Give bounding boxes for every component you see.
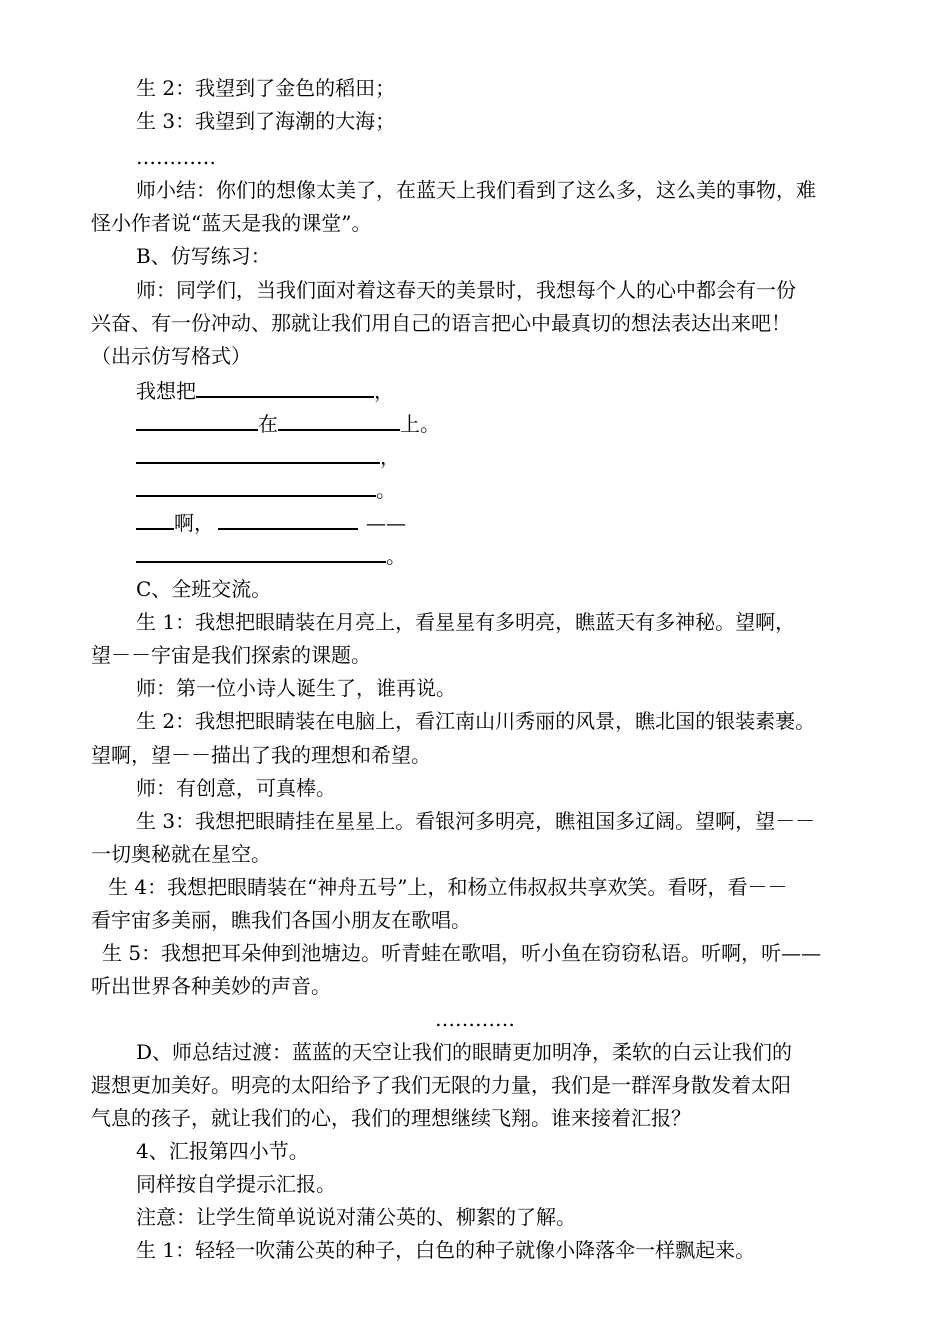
template-text: 上。: [400, 412, 440, 436]
template-text: ——: [366, 511, 406, 535]
fill-blank: [278, 411, 400, 431]
paragraph-line: 生 1：轻轻一吹蒲公英的种子，白色的种子就像小降落伞一样飘起来。: [136, 1238, 756, 1262]
section-heading: 4、汇报第四小节。: [136, 1139, 309, 1163]
template-line-6: [136, 543, 406, 568]
paragraph-line: 生 3：我想把眼睛挂在星星上。看银河多明亮，瞧祖国多辽阔。望啊，望－－: [136, 809, 816, 833]
paragraph-line: 生 5：我想把耳朵伸到池塘边。听青蛙在歌唱，听小鱼在窃窃私语。听啊，听——: [102, 941, 822, 965]
paragraph-line: 遐想更加美好。明亮的太阳给予了我们无限的力量，我们是一群浑身散发着太阳: [91, 1073, 791, 1097]
template-text: 。: [386, 544, 406, 568]
template-text: 。: [376, 478, 396, 502]
section-heading: C、全班交流。: [136, 577, 272, 601]
fill-blank: [136, 543, 386, 563]
ellipsis-line: …………: [435, 1007, 515, 1031]
template-line-3: [136, 444, 400, 469]
fill-blank: [218, 510, 358, 530]
paragraph-line: 怪小作者说“蓝天是我的课堂”。: [91, 211, 372, 235]
paragraph-line: 兴奋、有一份冲动、那就让我们用自己的语言把心中最真切的想法表达出来吧！: [91, 311, 791, 335]
paragraph-line: D、师总结过渡：蓝蓝的天空让我们的眼睛更加明净，柔软的白云让我们的: [136, 1040, 793, 1064]
template-text: 在: [258, 412, 278, 436]
paragraph-line: 气息的孩子，就让我们的心，我们的理想继续飞翔。谁来接着汇报？: [91, 1106, 691, 1130]
paragraph-line: 师小结：你们的想像太美了，在蓝天上我们看到了这么多，这么美的事物，难: [136, 178, 816, 202]
paragraph-line: 生 2：我想把眼睛装在电脑上，看江南山川秀丽的风景，瞧北国的银装素裹。: [136, 709, 816, 733]
paragraph-line: 听出世界各种美妙的声音。: [91, 974, 331, 998]
paragraph-line: 望－－宇宙是我们探索的课题。: [91, 643, 371, 667]
paragraph-line: （出示仿写格式）: [91, 344, 251, 368]
paragraph-line: 一切奥秘就在星空。: [91, 842, 271, 866]
template-text: ，: [374, 379, 394, 403]
paragraph-line: 生 3：我望到了海潮的大海；: [136, 109, 396, 133]
fill-blank: [136, 477, 376, 497]
template-line-4: [136, 477, 396, 502]
fill-blank: [196, 378, 374, 398]
paragraph-line: 注意：让学生简单说说对蒲公英的、柳絮的了解。: [136, 1205, 576, 1229]
fill-blank: [136, 411, 258, 431]
template-line-2: [136, 411, 440, 436]
paragraph-line: 师：第一位小诗人诞生了，谁再说。: [136, 676, 456, 700]
section-heading: B、仿写练习：: [136, 244, 271, 268]
paragraph-line: 同样按自学提示汇报。: [136, 1172, 336, 1196]
fill-blank: [136, 510, 174, 530]
paragraph-line: 师：同学们，当我们面对着这春天的美景时，我想每个人的心中都会有一份: [136, 278, 796, 302]
ellipsis-line: …………: [136, 145, 216, 169]
paragraph-line: 生 4：我想把眼睛装在“神舟五号”上，和杨立伟叔叔共享欢笑。看呀，看－－: [108, 875, 788, 899]
fill-blank: [136, 444, 380, 464]
template-text: ，: [380, 445, 400, 469]
paragraph-line: 望啊，望－－描出了我的理想和希望。: [91, 743, 431, 767]
template-text: 啊，: [174, 511, 214, 535]
paragraph-line: 看宇宙多美丽，瞧我们各国小朋友在歌唱。: [91, 908, 471, 932]
paragraph-line: 生 1：我想把眼睛装在月亮上，看星星有多明亮，瞧蓝天有多神秘。望啊，: [136, 610, 796, 634]
paragraph-line: 生 2：我望到了金色的稻田；: [136, 76, 396, 100]
template-line-5: [136, 510, 406, 535]
template-line-1: [136, 378, 394, 403]
paragraph-line: 师：有创意，可真棒。: [136, 776, 336, 800]
template-text: 我想把: [136, 379, 196, 403]
